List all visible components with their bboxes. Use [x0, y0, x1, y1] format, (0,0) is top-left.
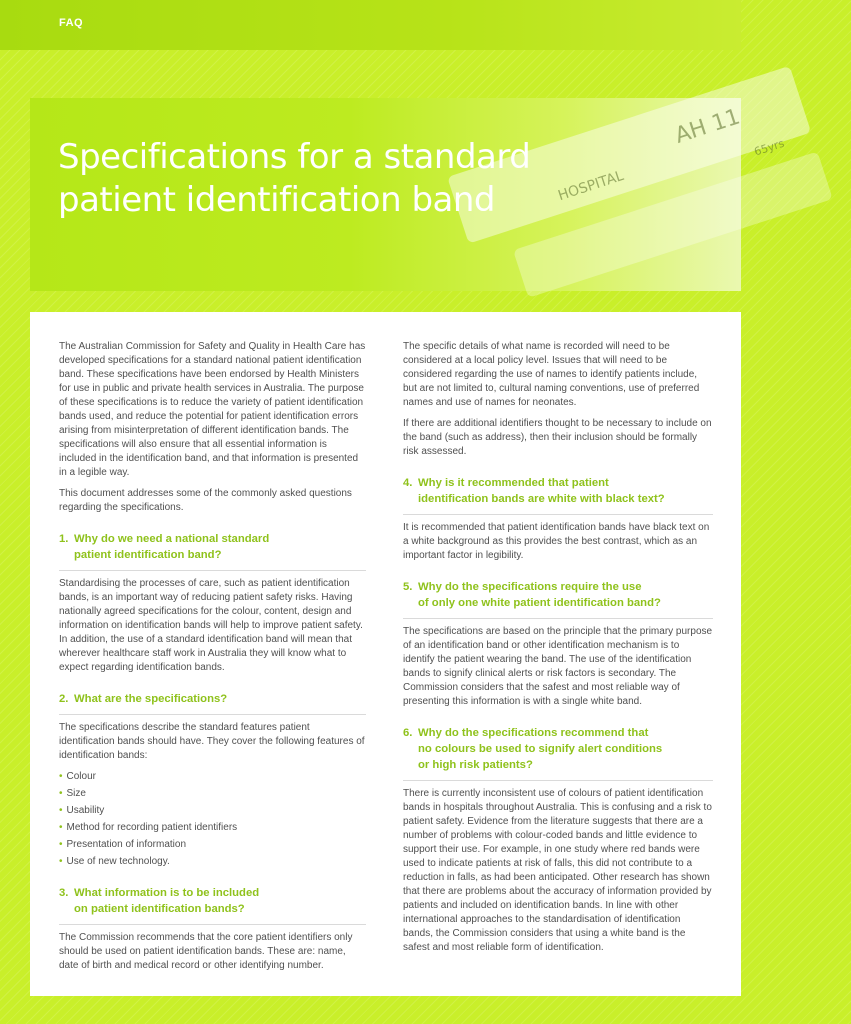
- photo-text-2: HOSPITAL: [556, 167, 626, 205]
- content-panel: [30, 312, 741, 996]
- answer-3: The Commission recommends that the core patient identifiers only should be used on patient identification bands. These are: name, date of birth and medical record or other identifying number.: [59, 932, 353, 971]
- question-4-heading: [403, 475, 713, 515]
- right-column: [403, 340, 713, 962]
- bullet-icon: •: [59, 805, 63, 816]
- features-list: [59, 770, 366, 869]
- question-6-line-3: or high risk patients?: [418, 759, 533, 771]
- right-paragraph-2: If there are additional identifiers thought to be necessary to include on the band (such as address), then their inclusion should be formally risk assessed.: [403, 418, 712, 457]
- question-1-line-1: Why do we need a national standard: [74, 533, 270, 545]
- header-bar: [0, 0, 741, 50]
- right-paragraph-1: The specific details of what name is recorded will need to be considered at a local policy level. Issues that will need to be considered regarding the use of names to identify patients include, but are not limited to, cultural naming conventions, use of preferred names and use of names for neonates.: [403, 341, 700, 408]
- feature-label: Usability: [66, 805, 105, 816]
- feature-label: Method for recording patient identifiers: [66, 822, 238, 833]
- list-item: [59, 770, 366, 784]
- question-5-line-1: Why do the specifications require the use: [418, 581, 642, 593]
- answer-1: Standardising the processes of care, such as patient identification bands, is an important way of reducing patient safety risks. Having nationally agreed specifications for the colour, content, design and information on identification bands will help to improve patient safety. In addition, the use of a standard identification band will mean that wherever healthcare staff work in Australia they will know what to expect regarding identification bands.: [59, 578, 363, 673]
- question-5-heading: [403, 579, 713, 619]
- question-2-line-1: What are the specifications?: [74, 693, 228, 705]
- question-3-number: 3.: [59, 887, 69, 899]
- title-line-1: Specifications for a standard: [58, 137, 531, 177]
- question-1-number: 1.: [59, 533, 69, 545]
- answer-5: The specifications are based on the principle that the primary purpose of an identification band or other identification mechanism is to identify the patient wearing the band. The use of the identification bands to signify clinical alerts or risk factors is secondary. The Commission considers that the safest and most reliable way of presenting this information is with a single white band.: [403, 626, 713, 707]
- question-3-line-2: on patient identification bands?: [74, 903, 245, 915]
- feature-label: Size: [66, 788, 86, 799]
- hero-banner: [30, 98, 786, 291]
- question-2-number: 2.: [59, 693, 69, 705]
- feature-label: Use of new technology.: [66, 856, 170, 867]
- question-4-number: 4.: [403, 477, 413, 489]
- question-2-heading: [59, 691, 366, 715]
- title-line-2: patient identification band: [58, 180, 495, 220]
- photo-text-1: AH 11: [672, 104, 744, 149]
- intro-paragraph-2: This document addresses some of the commonly asked questions regarding the specifications.: [59, 488, 352, 513]
- photo-text-3: 65yrs: [752, 136, 786, 159]
- left-column: [59, 340, 366, 980]
- question-3-line-1: What information is to be included: [74, 887, 260, 899]
- question-6-line-1: Why do the specifications recommend that: [418, 727, 649, 739]
- faq-label: FAQ: [59, 17, 84, 29]
- list-item: [59, 838, 366, 852]
- question-4-line-1: Why is it recommended that patient: [418, 477, 609, 489]
- list-item: [59, 804, 366, 818]
- bullet-icon: •: [59, 856, 63, 867]
- question-6-heading: [403, 725, 713, 781]
- question-1-line-2: patient identification band?: [74, 549, 222, 561]
- question-6-number: 6.: [403, 727, 413, 739]
- question-5-line-2: of only one white patient identification band?: [418, 597, 661, 609]
- question-3-heading: [59, 885, 366, 925]
- list-item: [59, 821, 366, 835]
- question-6-line-2: no colours be used to signify alert conditions: [418, 743, 663, 755]
- bullet-icon: •: [59, 771, 63, 782]
- answer-4: It is recommended that patient identification bands have black text on a white background as this provides the best contrast, which as an important factor in legibility.: [403, 522, 710, 561]
- feature-label: Presentation of information: [66, 839, 187, 850]
- intro-paragraph-1: The Australian Commission for Safety and Quality in Health Care has developed specifications for a standard national patient identification band. These specifications have been endorsed by Health Ministers for use in public and private health services in Australia. The purpose of these specifications is to reduce the variety of patient identification bands used, and reduce the potential for patient identification errors arising from misinterpretation of different identification bands. The specifications will also ensure that all essential information is included in the identification band, and that information is presented in a legible way.: [59, 341, 366, 478]
- answer-6: There is currently inconsistent use of colours of patient identification bands in hospitals throughout Australia. This is confusing and a risk to patient safety. Evidence from the literature suggests that there are a number of problems with colour-coded bands and little evidence to support their use. For example, in one study where red bands were used to indicate patients at risk of falls, this did not contribute to a reduction in falls, as had been anticipated. Other research has shown that there are problems about the accuracy of information provided by patients and included on identification bands. In line with other international approaches to the standardisation of identification bands, the Commission considers that using a white band is the safest and most reliable form of identification.: [403, 788, 712, 953]
- bullet-icon: •: [59, 788, 63, 799]
- question-4-line-2: identification bands are white with black text?: [418, 493, 665, 505]
- feature-label: Colour: [66, 771, 96, 782]
- list-item: [59, 855, 366, 869]
- bullet-icon: •: [59, 822, 63, 833]
- answer-2: The specifications describe the standard features patient identification bands should have. They cover the following features of identification bands:: [59, 722, 365, 761]
- bullet-icon: •: [59, 839, 63, 850]
- page-title: [58, 136, 530, 222]
- list-item: [59, 787, 366, 801]
- question-5-number: 5.: [403, 581, 413, 593]
- question-1-heading: [59, 531, 366, 571]
